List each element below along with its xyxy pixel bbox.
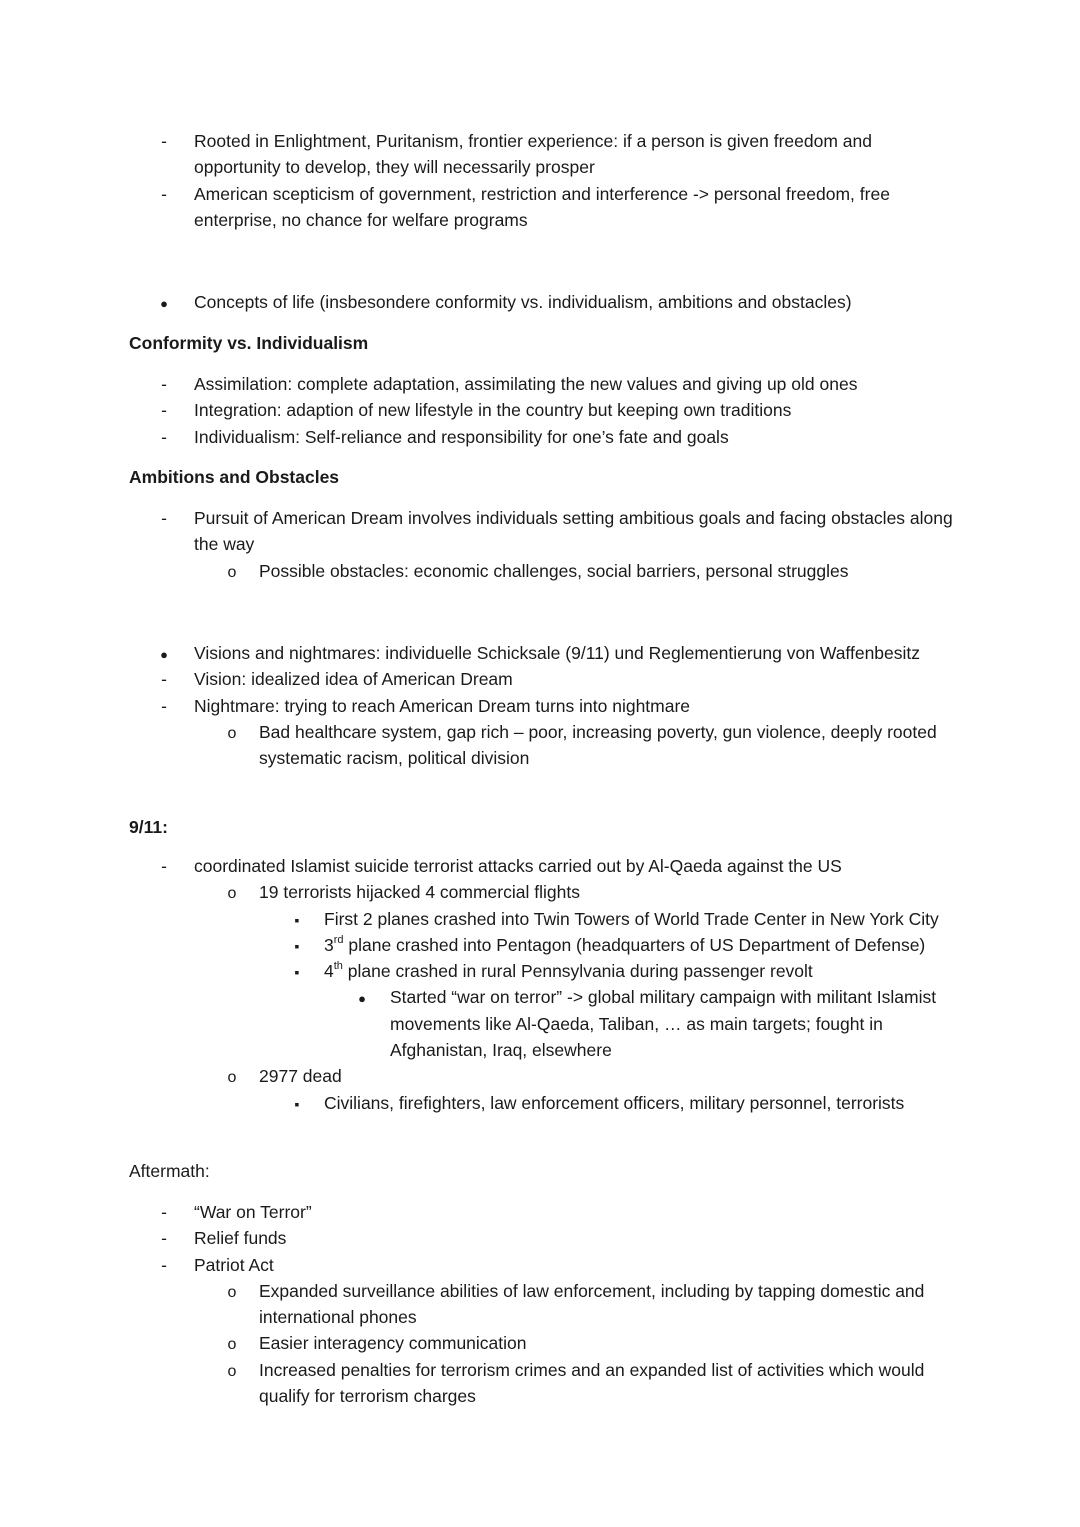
bullet-icon	[355, 984, 369, 1012]
conformity-heading: Conformity vs. Individualism	[129, 333, 369, 353]
dash-marker	[157, 128, 171, 154]
circle-marker	[225, 1357, 239, 1385]
square-marker	[290, 932, 304, 959]
ambitions-list	[0, 505, 1080, 584]
dash-marker	[157, 1252, 171, 1278]
list-subsubitem: ▪ 3rd plane crashed into Pentagon (headquarters of US Department of Defense)	[0, 932, 1080, 958]
aftermath-heading: Aftermath:	[129, 1161, 210, 1181]
list-item: - “War on Terror”	[0, 1199, 1080, 1225]
concepts-bullet: ● Concepts of life (insbesondere conformity vs. individualism, ambitions and obstacles)	[0, 289, 1080, 315]
dash-marker	[157, 371, 171, 397]
dash-marker	[157, 424, 171, 450]
dash-marker	[157, 1199, 171, 1225]
circle-marker	[225, 1063, 239, 1091]
nine-eleven-list	[0, 853, 1080, 1116]
list-item: - Relief funds	[0, 1225, 1080, 1251]
list-item: - Nightmare: trying to reach American Dream turns into nightmare	[0, 693, 1080, 719]
circle-marker	[225, 1278, 239, 1306]
circle-marker	[225, 1330, 239, 1358]
dash-marker	[157, 181, 171, 207]
list-item: - Vision: idealized idea of American Dream	[0, 666, 1080, 692]
list-subsubitem: ▪ First 2 planes crashed into Twin Towers of World Trade Center in New York City	[0, 906, 1080, 932]
square-marker	[290, 906, 304, 933]
list-subitem: o 19 terrorists hijacked 4 commercial flights	[0, 879, 1080, 905]
bullet-icon	[157, 640, 171, 668]
list-subsubitem: ▪ 4th plane crashed in rural Pennsylvania during passenger revolt	[0, 958, 1080, 984]
rooted-list	[0, 128, 1080, 233]
ambitions-heading: Ambitions and Obstacles	[129, 467, 340, 487]
aftermath-list	[0, 1199, 1080, 1409]
square-marker	[290, 958, 304, 985]
list-subitem: o Possible obstacles: economic challenges, social barriers, personal struggles	[0, 558, 1080, 584]
nine-eleven-heading: 9/11:	[129, 817, 168, 837]
list-item: - Individualism: Self-reliance and responsibility for one’s fate and goals	[0, 424, 1080, 450]
bullet-icon	[157, 289, 171, 317]
conformity-list	[0, 371, 1080, 450]
square-marker	[290, 1090, 304, 1117]
list-subitem: o Expanded surveillance abilities of law enforcement, including by tapping domestic and international phones	[0, 1278, 1080, 1331]
list-subitem: o Easier interagency communication	[0, 1330, 1080, 1356]
list-item: - coordinated Islamist suicide terrorist attacks carried out by Al-Qaeda against the US	[0, 853, 1080, 879]
list-item: - Pursuit of American Dream involves individuals setting ambitious goals and facing obstacles along the way	[0, 505, 1080, 558]
list-subitem: o Bad healthcare system, gap rich – poor, increasing poverty, gun violence, deeply rooted systematic racism, political division	[0, 719, 1080, 772]
dash-marker	[157, 1225, 171, 1251]
list-item: - Rooted in Enlightment, Puritanism, frontier experience: if a person is given freedom and opportunity to develop, they will necessarily prosper	[0, 128, 1080, 181]
circle-marker	[225, 879, 239, 907]
list-subitem: o Increased penalties for terrorism crimes and an expanded list of activities which would qualify for terrorism charges	[0, 1357, 1080, 1410]
list-subsubitem: ▪ Civilians, firefighters, law enforcement officers, military personnel, terrorists	[0, 1090, 1080, 1116]
circle-marker	[225, 558, 239, 586]
dash-marker	[157, 666, 171, 692]
dash-marker	[157, 505, 171, 531]
list-item: - Patriot Act	[0, 1252, 1080, 1278]
visions-list: ● Visions and nightmares: individuelle Schicksale (9/11) und Reglementierung von Waffenbesitz - Vision: idealized idea of American Dream - Nightmare: trying to reach American Dream turns into nightmare o Bad healthcare system, gap rich – poor, increasing poverty, gun violence, deeply rooted systematic racism, political division	[0, 640, 1080, 771]
circle-marker	[225, 719, 239, 747]
list-item: - American scepticism of government, restriction and interference -> personal freedom, free enterprise, no chance for welfare programs	[0, 181, 1080, 234]
dash-marker	[157, 397, 171, 423]
list-subitem: o 2977 dead	[0, 1063, 1080, 1089]
list-level4-item: ● Started “war on terror” -> global military campaign with militant Islamist movements like Al-Qaeda, Taliban, … as main targets; fought in Afghanistan, Iraq, elsewhere	[0, 984, 1080, 1063]
dash-marker	[157, 853, 171, 879]
list-item: - Integration: adaption of new lifestyle in the country but keeping own traditions	[0, 397, 1080, 423]
list-item: - Assimilation: complete adaptation, assimilating the new values and giving up old ones	[0, 371, 1080, 397]
dash-marker	[157, 693, 171, 719]
